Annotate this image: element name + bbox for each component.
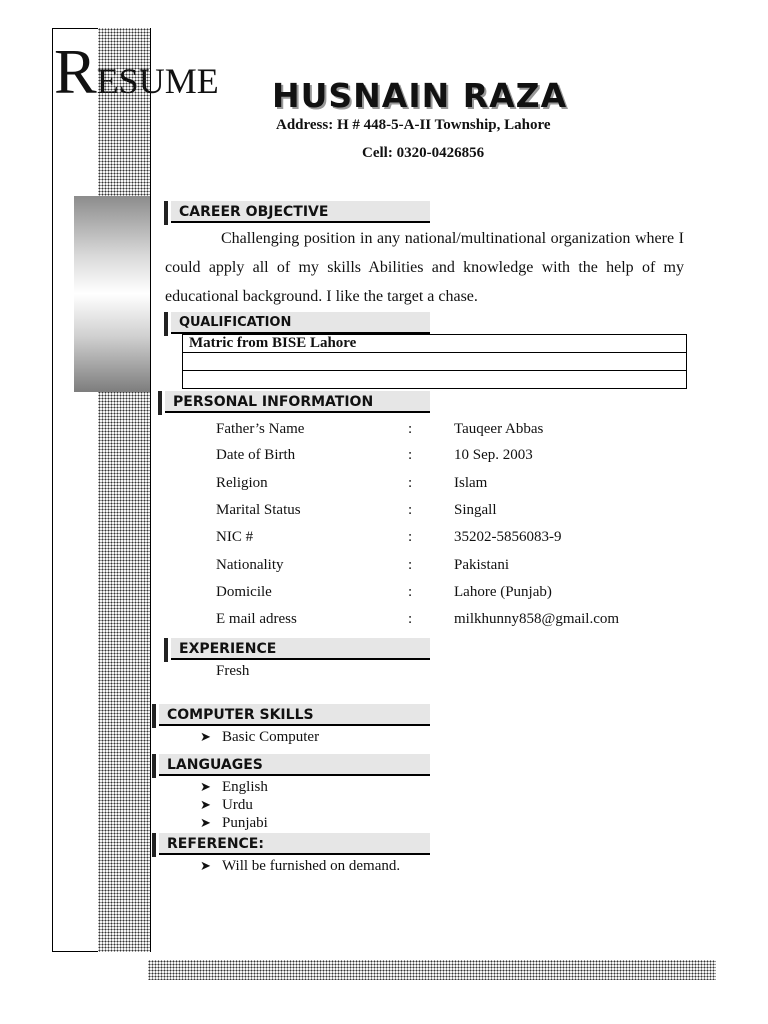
qualification-table [182,334,687,389]
personal-value: 35202-5856083-9 [454,529,562,545]
cell-line: Cell: 0320-0426856 [362,145,485,161]
resume-title-initial: R [54,36,97,107]
table-row [183,353,687,371]
qualification-cell [183,353,687,371]
list-item: ➤ Basic Computer [200,729,320,745]
personal-value: milkhunny858@gmail.com [454,611,620,627]
personal-value: Lahore (Punjab) [454,584,552,600]
dotted-side-strip [98,28,151,952]
section-computer-skills: COMPUTER SKILLS [159,704,430,726]
arrowhead-bullet-icon: ➤ [200,816,211,831]
personal-colon: : [408,611,413,627]
section-reference: REFERENCE: [159,833,430,855]
section-qualification: QUALIFICATION [171,312,430,334]
personal-colon: : [408,529,413,545]
personal-row [216,584,696,604]
personal-label: Religion [216,475,268,491]
personal-label: NIC # [216,529,254,545]
personal-row [216,611,696,631]
gradient-panel [74,196,150,392]
personal-label: Father’s Name [216,421,305,437]
personal-value: Islam [454,475,488,491]
qualification-cell [183,371,687,389]
resume-title-rest: ESUME [96,61,219,101]
personal-row [216,557,696,577]
left-border-frame [52,28,99,952]
personal-label: Nationality [216,557,284,573]
table-row [183,371,687,389]
personal-value: Tauqeer Abbas [454,421,544,437]
personal-colon: : [408,421,413,437]
personal-colon: : [408,584,413,600]
section-languages: LANGUAGES [159,754,430,776]
experience-text: Fresh [216,663,250,679]
list-item: ➤ English [200,779,268,795]
personal-value: Pakistani [454,557,509,573]
personal-colon: : [408,447,413,463]
objective-text: Challenging position in any national/multinational organization where I could apply all of my skills Abilities and knowledge with the help of my educational background. I like the target a chase. [165,230,684,305]
address-line: Address: H # 448-5-A-II Township, Lahore [276,117,551,133]
personal-colon: : [408,475,413,491]
table-row [183,335,687,353]
section-experience: EXPERIENCE [171,638,430,660]
personal-value: Singall [454,502,497,518]
personal-row [216,421,696,441]
list-item: ➤ Urdu [200,797,253,813]
personal-label: Marital Status [216,502,301,518]
personal-colon: : [408,557,413,573]
arrowhead-bullet-icon: ➤ [200,780,211,795]
personal-colon: : [408,502,413,518]
arrowhead-bullet-icon: ➤ [200,859,211,874]
personal-value: 10 Sep. 2003 [454,447,533,463]
list-item: ➤ Punjabi [200,815,268,831]
personal-row [216,475,696,495]
personal-label: Domicile [216,584,272,600]
section-career-objective: CAREER OBJECTIVE [171,201,430,223]
personal-label: Date of Birth [216,447,296,463]
candidate-name: HUSNAIN RAZA [272,76,568,115]
personal-row [216,529,696,549]
dotted-bottom-strip [148,960,716,980]
personal-row [216,502,696,522]
objective-paragraph [165,224,684,311]
personal-label: E mail adress [216,611,297,627]
arrowhead-bullet-icon: ➤ [200,798,211,813]
personal-row [216,447,696,467]
section-personal-information: PERSONAL INFORMATION [165,391,430,413]
list-item: ➤ Will be furnished on demand. [200,858,401,874]
arrowhead-bullet-icon: ➤ [200,730,211,745]
resume-title [54,36,219,107]
qualification-cell: Matric from BISE Lahore [183,335,687,353]
